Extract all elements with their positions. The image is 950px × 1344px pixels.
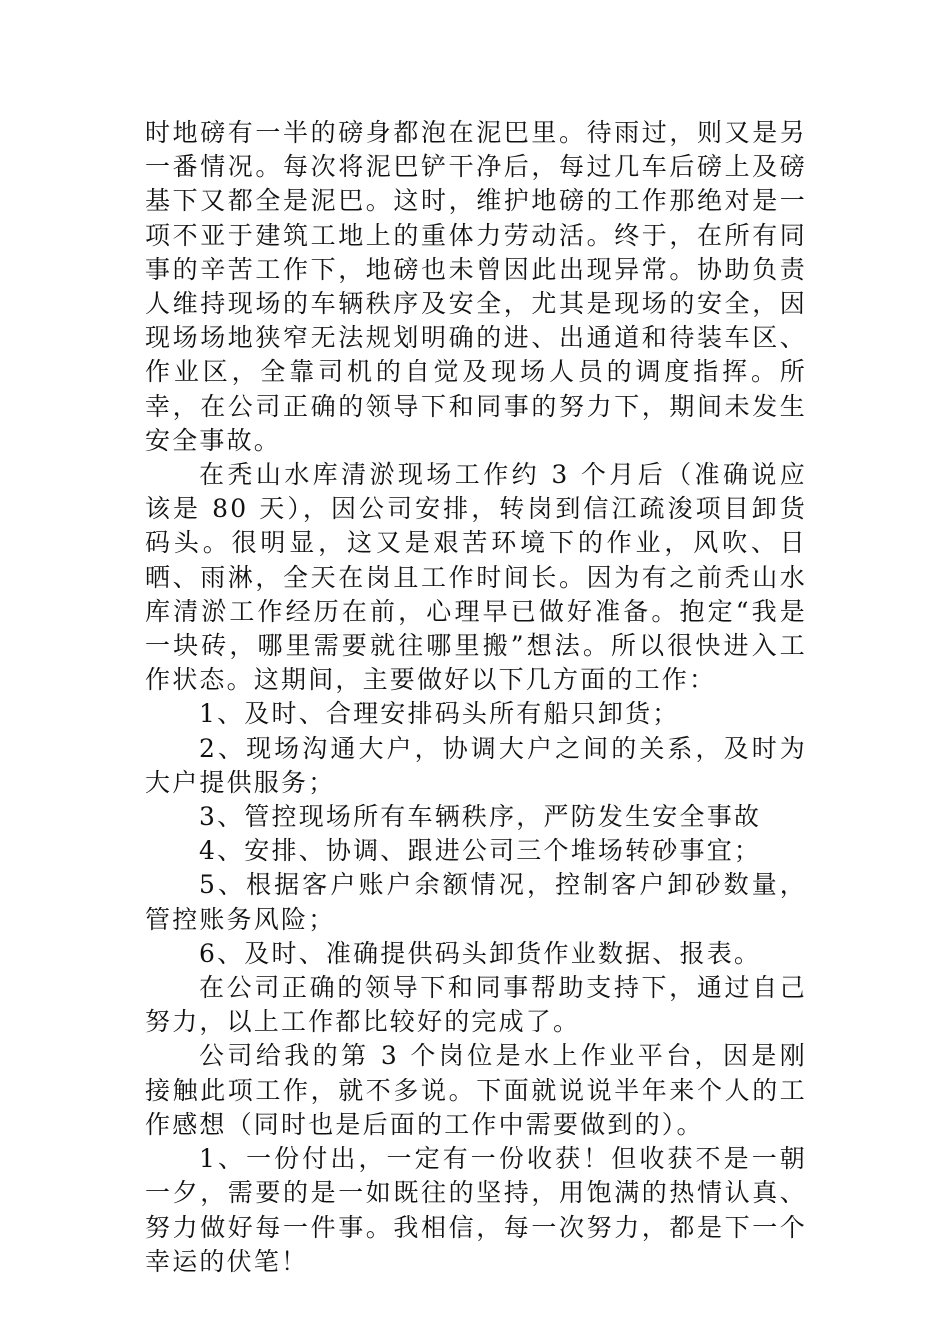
paragraph-weighbridge: 时地磅有一半的磅身都泡在泥巴里。待雨过，则又是另一番情况。每次将泥巴铲干净后，每过几车后磅上及磅基下又都全是泥巴。这时，维护地磅的工作那绝对是一项不亚于建筑工地上的重体力劳动活。终于，在所有同事的辛苦工作下，地磅也未曾因此出现异常。协助负责人维持现场的车辆秩序及安全，尤其是现场的安全，因现场场地狭窄无法规划明确的进、出通道和待装车区、作业区，全靠司机的自觉及现场人员的调度指挥。所幸，在公司正确的领导下和同事的努力下，期间未发生安全事故。 bbox=[145, 118, 807, 455]
paragraph-summary: 在公司正确的领导下和同事帮助支持下，通过自己努力，以上工作都比较好的完成了。 bbox=[145, 973, 807, 1037]
paragraph-transfer: 在秃山水库清淤现场工作约 3 个月后（准确说应该是 80 天），因公司安排，转岗到信江疏浚项目卸货码头。很明显，这又是艰苦环境下的作业，风吹、日晒、雨淋，全天在岗且工作时间长。因为有之前秃山水库清淤工作经历在前，心理早已做好准备。抱定“我是一块砖，哪里需要就往哪里搬”想法。所以很快进入工作状态。这期间，主要做好以下几方面的工作： bbox=[145, 460, 807, 695]
list-item-6: 6、及时、准确提供码头卸货作业数据、报表。 bbox=[199, 938, 762, 968]
list-item-5: 5、根据客户账户余额情况，控制客户卸砂数量，管控账务风险； bbox=[145, 870, 807, 934]
list-item-4: 4、安排、协调、跟进公司三个堆场转砂事宜； bbox=[199, 836, 762, 866]
list-item-1: 1、及时、合理安排码头所有船只卸货； bbox=[199, 699, 680, 729]
paragraph-reflection-1: 1、一份付出，一定有一份收获！但收获不是一朝一夕，需要的是一如既往的坚持，用饱满的热情认真、努力做好每一件事。我相信，每一次努力，都是下一个幸运的伏笔！ bbox=[145, 1144, 807, 1276]
list-item-2: 2、现场沟通大户，协调大户之间的关系，及时为大户提供服务； bbox=[145, 733, 807, 797]
document-body bbox=[145, 116, 807, 1279]
list-item-3: 3、管控现场所有车辆秩序，严防发生安全事故 bbox=[199, 802, 762, 832]
paragraph-third-post: 公司给我的第 3 个岗位是水上作业平台，因是刚接触此项工作，就不多说。下面就说说半年来个人的工作感想（同时也是后面的工作中需要做到的）。 bbox=[145, 1041, 807, 1139]
